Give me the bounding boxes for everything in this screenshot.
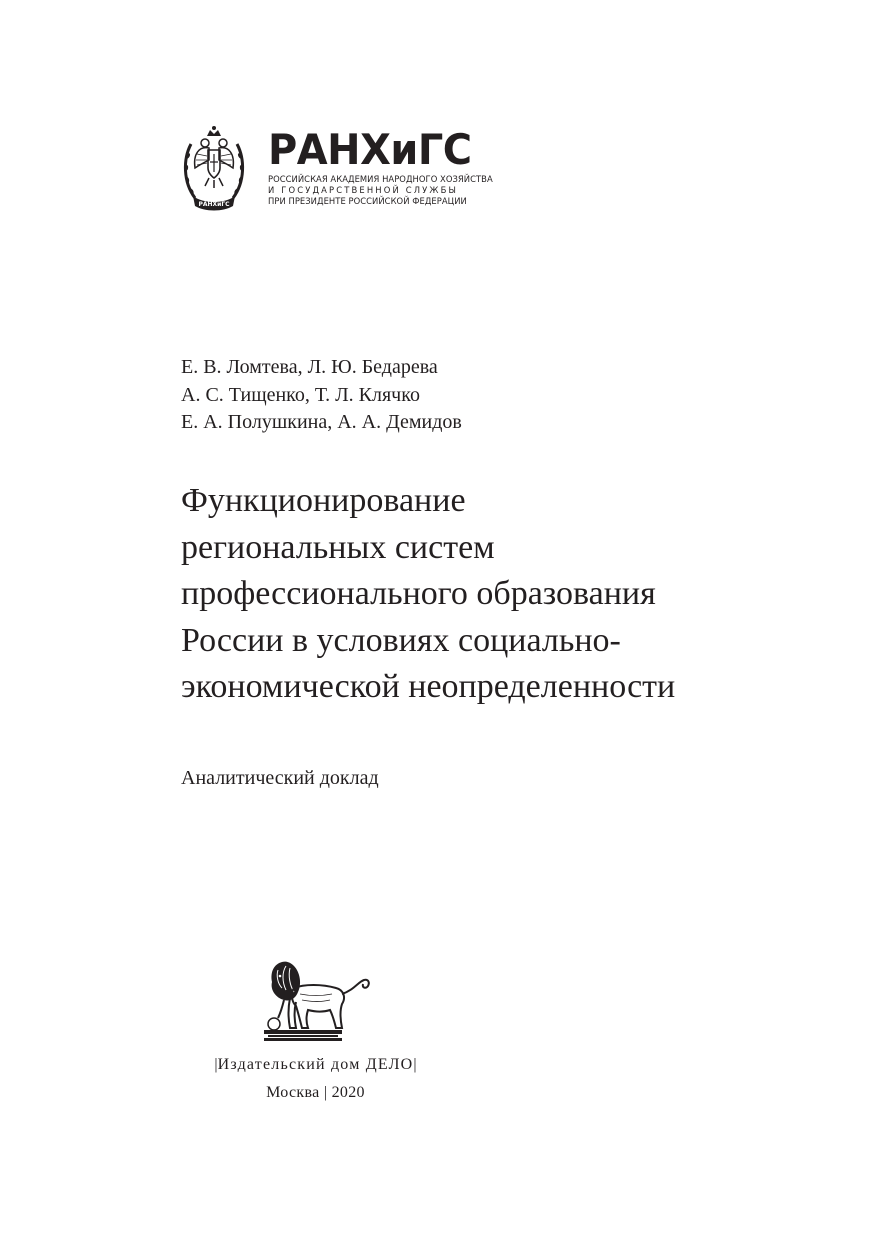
publisher-name bbox=[180, 1054, 451, 1076]
lion-icon bbox=[260, 954, 376, 1046]
title-line: России в условиях социально- bbox=[181, 621, 621, 659]
brand-subtitle-line: ПРИ ПРЕЗИДЕНТЕ РОССИЙСКОЙ ФЕДЕРАЦИИ bbox=[268, 196, 467, 206]
svg-text:РАНХиГС: РАНХиГС bbox=[198, 201, 230, 208]
author-line: Е. В. Ломтева, Л. Ю. Бедарева bbox=[181, 356, 438, 378]
author-line: А. С. Тищенко, Т. Л. Клячко bbox=[181, 383, 420, 406]
author-list bbox=[181, 354, 462, 437]
title-line: региональных систем bbox=[181, 528, 495, 566]
book-title bbox=[181, 478, 675, 711]
separator-bar: | bbox=[214, 1056, 218, 1073]
book-subtitle: Аналитический доклад bbox=[181, 767, 379, 789]
separator-bar: | bbox=[413, 1056, 417, 1073]
publication-place-year: Москва | 2020 bbox=[266, 1084, 365, 1101]
title-line: Функционирование bbox=[181, 482, 466, 519]
author-line: Е. А. Полушкина, А. А. Демидов bbox=[181, 411, 462, 433]
title-line: экономической неопределенности bbox=[181, 668, 676, 705]
title-line: профессионального образования bbox=[181, 575, 656, 612]
brand-subtitle-line: И ГОСУДАРСТВЕННОЙ СЛУЖБЫ bbox=[268, 185, 459, 195]
brand-name: РАНХиГС bbox=[268, 125, 472, 174]
publisher-name-text: Издательский дом ДЕЛО bbox=[217, 1056, 414, 1073]
brand-subtitle-line: РОССИЙСКАЯ АКАДЕМИЯ НАРОДНОГО ХОЗЯЙСТВА bbox=[268, 174, 493, 184]
double-headed-eagle-emblem-icon bbox=[183, 124, 245, 214]
ranepa-logo bbox=[183, 124, 493, 216]
